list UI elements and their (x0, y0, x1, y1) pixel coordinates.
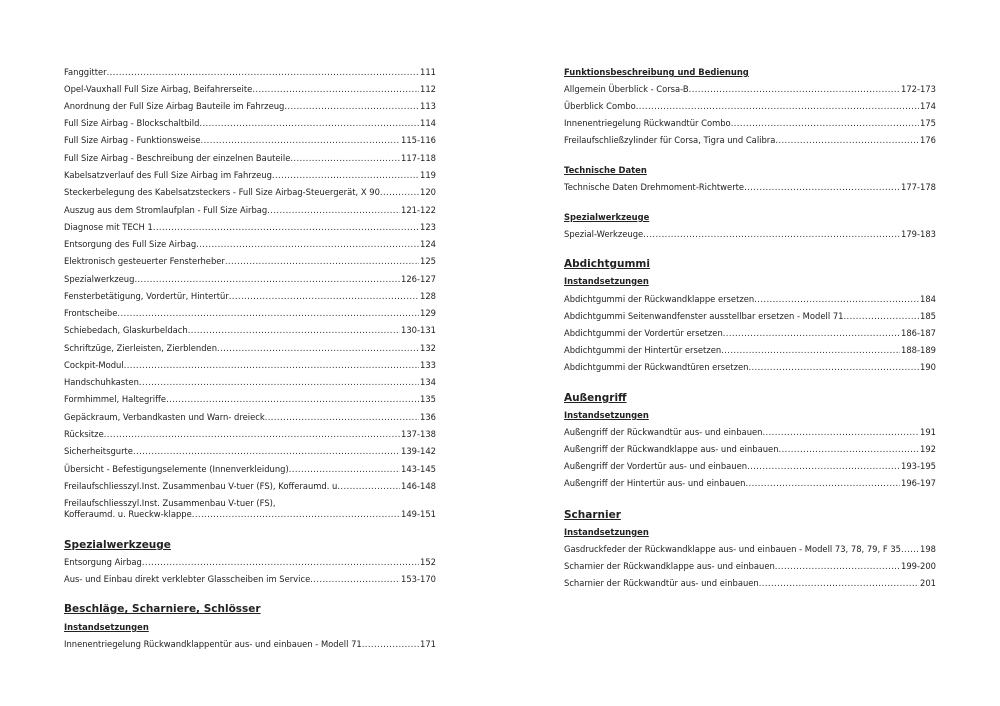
toc-entry-page: 198 (920, 544, 936, 554)
toc-entry[interactable] (64, 101, 436, 112)
toc-leader (290, 153, 400, 164)
toc-leader (721, 345, 900, 356)
toc-leader (201, 135, 400, 146)
toc-entry-title: Freilaufschließzylinder für Corsa, Tigra und Calibra (564, 135, 776, 145)
toc-entry[interactable] (564, 294, 936, 305)
toc-entry-title: Abdichtgummi der Hintertür ersetzen (564, 345, 722, 355)
toc-entry-page: 120 (420, 187, 436, 197)
section-heading-aussengriff: Außengriff (564, 392, 627, 404)
toc-entry-page: 115-116 (401, 135, 436, 145)
toc-entry-page: 126-127 (401, 274, 436, 284)
toc-entry-title: Steckerbelegung des Kabelsatzsteckers - Full Size Airbag-Steuergerät, X 90 (64, 187, 380, 197)
toc-entry-page: 137-138 (401, 429, 436, 439)
toc-entry-page: 143-145 (401, 464, 436, 474)
toc-entry[interactable] (64, 446, 436, 457)
toc-entry[interactable] (64, 394, 436, 405)
toc-entry[interactable] (564, 101, 936, 112)
toc-entry-page: 152 (420, 557, 436, 567)
toc-leader (188, 325, 400, 336)
toc-entry[interactable] (64, 205, 436, 216)
toc-leader (747, 461, 900, 472)
toc-entry-page: 121-122 (401, 205, 436, 215)
toc-entry-page: 129 (420, 308, 436, 318)
toc-entry-page: 199-200 (901, 561, 936, 571)
toc-leader (643, 229, 900, 240)
toc-entry-page: 196-197 (901, 478, 936, 488)
toc-entry-page: 193-195 (901, 461, 936, 471)
toc-entry-title: Schriftzüge, Zierleisten, Zierblenden (64, 343, 218, 353)
toc-entry[interactable] (564, 461, 936, 472)
toc-entry[interactable] (564, 328, 936, 339)
subheading-instandsetzungen: Instandsetzungen (64, 622, 149, 632)
toc-leader (762, 427, 919, 438)
toc-entry[interactable] (564, 182, 936, 193)
toc-entry-page: 136 (420, 412, 436, 422)
toc-entry-title: Technische Daten Drehmoment-Richtwerte (564, 182, 745, 192)
toc-entry[interactable] (64, 557, 436, 568)
toc-entry-page: 124 (420, 239, 436, 249)
toc-entry[interactable] (564, 345, 936, 356)
toc-entry-page: 191 (920, 427, 936, 437)
toc-entry-page: 117-118 (401, 153, 436, 163)
toc-leader (337, 481, 400, 492)
toc-leader (380, 187, 419, 198)
toc-entry-page: 123 (420, 222, 436, 232)
toc-entry-page: 177-178 (901, 182, 936, 192)
toc-entry[interactable] (564, 311, 936, 322)
toc-leader (775, 561, 900, 572)
toc-leader (267, 205, 400, 216)
toc-entry-title: Spezialwerkzeug (64, 274, 135, 284)
toc-entry[interactable] (564, 444, 936, 455)
toc-leader (153, 222, 419, 233)
toc-leader (199, 118, 419, 129)
toc-entry-title: Aus- und Einbau direkt verklebter Glasscheiben im Service (64, 574, 311, 584)
toc-entry[interactable] (564, 478, 936, 489)
toc-entry-page: 192 (920, 444, 936, 454)
toc-entry-title: Scharnier der Rückwandklappe aus- und einbauen (564, 561, 775, 571)
toc-entry-title: Full Size Airbag - Blockschaltbild (64, 118, 200, 128)
toc-entry-title: Scharnier der Rückwandtür aus- und einbauen (564, 578, 759, 588)
toc-entry-title: Rücksitze (64, 429, 104, 439)
section-heading-funktionsbeschreibung: Funktionsbeschreibung und Bedienung (564, 67, 749, 77)
toc-leader (901, 544, 919, 555)
toc-entry-title: Innenentriegelung Rückwandklappentür aus- und einbauen - Modell 71 (64, 639, 362, 649)
toc-entry-page: 112 (420, 84, 436, 94)
toc-entry[interactable] (64, 239, 436, 250)
toc-entry-title: Kabelsatzverlauf des Full Size Airbag im Fahrzeug (64, 170, 272, 180)
toc-entry-title: Gepäckraum, Verbandkasten und Warn- dreieck (64, 412, 265, 422)
toc-entry-title-line1: Freilaufschliesszyl.Inst. Zusammenbau V-tuer (FS), (64, 498, 276, 508)
toc-leader (748, 362, 919, 373)
toc-entry-page: 125 (420, 256, 436, 266)
toc-leader (779, 444, 919, 455)
toc-entry-title: Allgemein Überblick - Corsa-B (564, 84, 689, 94)
subheading-instandsetzungen: Instandsetzungen (564, 276, 649, 286)
section-heading-technische-daten: Technische Daten (564, 165, 647, 175)
toc-leader (754, 294, 919, 305)
toc-entry-title: Überblick Combo (564, 101, 636, 111)
toc-leader (134, 274, 400, 285)
toc-entry[interactable] (64, 377, 436, 388)
toc-entry[interactable] (564, 544, 936, 555)
toc-entry-page: 179-183 (901, 229, 936, 239)
toc-leader (362, 639, 419, 650)
toc-entry-title: Gasdruckfeder der Rückwandklappe aus- und einbauen - Modell 73, 78, 79, F 35 (564, 544, 901, 554)
toc-leader (225, 256, 419, 267)
toc-entry-title: Formhimmel, Haltegriffe (64, 394, 167, 404)
toc-leader (843, 311, 919, 322)
toc-entry-title: Schiebedach, Glaskurbeldach (64, 325, 188, 335)
toc-entry-title: Fensterbetätigung, Vordertür, Hintertür (64, 291, 229, 301)
toc-entry-page: 190 (920, 362, 936, 372)
toc-entry-title: Außengriff der Vordertür aus- und einbauen (564, 461, 748, 471)
toc-entry-page: 149-151 (401, 509, 436, 519)
toc-leader (775, 135, 919, 146)
toc-entry-page: 175 (920, 118, 936, 128)
toc-entry-title: Innenentriegelung Rückwandtür Combo (564, 118, 731, 128)
toc-entry[interactable] (64, 84, 436, 95)
toc-entry[interactable] (564, 135, 936, 146)
toc-entry-title: Entsorgung des Full Size Airbag (64, 239, 197, 249)
toc-entry-page: 153-170 (401, 574, 436, 584)
toc-leader (229, 291, 419, 302)
toc-entry-page: 185 (920, 311, 936, 321)
toc-entry-title: Anordnung der Full Size Airbag Bauteile im Fahrzeug (64, 101, 285, 111)
toc-leader (133, 446, 400, 457)
toc-entry-title: Außengriff der Hintertür aus- und einbauen (564, 478, 746, 488)
toc-entry[interactable] (64, 153, 436, 164)
toc-leader (139, 377, 419, 388)
toc-entry[interactable] (64, 639, 436, 650)
toc-leader (744, 182, 900, 193)
toc-entry[interactable] (64, 187, 436, 198)
toc-entry[interactable] (564, 561, 936, 572)
toc-leader (723, 328, 900, 339)
toc-entry[interactable] (64, 498, 436, 520)
toc-entry-page: 134 (420, 377, 436, 387)
toc-entry-page: 201 (920, 578, 936, 588)
toc-entry-title: Frontscheibe (64, 308, 118, 318)
toc-entry[interactable] (564, 362, 936, 373)
section-heading-abdichtgummi: Abdichtgummi (564, 258, 650, 270)
subheading-instandsetzungen: Instandsetzungen (564, 410, 649, 420)
toc-leader (192, 509, 401, 520)
toc-entry[interactable] (64, 481, 436, 492)
toc-entry-page: 184 (920, 294, 936, 304)
toc-entry[interactable] (64, 574, 436, 585)
subheading-instandsetzungen: Instandsetzungen (564, 527, 649, 537)
toc-leader (636, 101, 919, 112)
toc-entry-title: Diagnose mit TECH 1 (64, 222, 153, 232)
toc-entry-page: 135 (420, 394, 436, 404)
toc-leader (310, 574, 400, 585)
toc-entry[interactable] (64, 170, 436, 181)
toc-entry-title: Spezial-Werkzeuge (564, 229, 644, 239)
toc-entry-page: 146-148 (401, 481, 436, 491)
toc-entry[interactable] (564, 84, 936, 95)
toc-leader (284, 101, 419, 112)
toc-entry-title: Cockpit-Modul (64, 360, 124, 370)
toc-entry-title: Fanggitter (64, 67, 107, 77)
toc-entry[interactable] (64, 291, 436, 302)
toc-entry-page: 119 (420, 170, 436, 180)
toc-entry-page: 111 (420, 67, 436, 77)
toc-entry-title: Abdichtgummi der Rückwandtüren ersetzen (564, 362, 749, 372)
toc-entry-title-line2: Kofferaumd. u. Rueckw-klappe (64, 509, 192, 519)
toc-entry[interactable] (64, 412, 436, 423)
toc-leader (124, 360, 419, 371)
toc-entry-title: Sicherheitsgurte (64, 446, 133, 456)
toc-leader (265, 412, 419, 423)
toc-entry[interactable] (564, 229, 936, 240)
toc-entry[interactable] (64, 256, 436, 267)
toc-entry[interactable] (564, 578, 936, 589)
toc-entry[interactable] (64, 360, 436, 371)
toc-entry[interactable] (64, 135, 436, 146)
toc-entry-page: 114 (420, 118, 436, 128)
toc-entry-page: 132 (420, 343, 436, 353)
toc-entry-page: 172-173 (901, 84, 936, 94)
toc-leader (104, 429, 400, 440)
toc-entry-page: 139-142 (401, 446, 436, 456)
section-heading-spezialwerkzeuge: Spezialwerkzeuge (64, 539, 171, 551)
toc-entry-title: Übersicht - Befestigungselemente (Innenverkleidung) (64, 464, 289, 474)
toc-entry-title: Entsorgung Airbag (64, 557, 142, 567)
toc-entry-title: Elektronisch gesteuerter Fensterheber (64, 256, 225, 266)
toc-leader (759, 578, 919, 589)
toc-entry[interactable] (564, 118, 936, 129)
toc-entry-page: 188-189 (901, 345, 936, 355)
toc-entry[interactable] (64, 325, 436, 336)
toc-entry[interactable] (64, 343, 436, 354)
toc-entry-title: Handschuhkasten (64, 377, 139, 387)
toc-entry[interactable] (64, 274, 436, 285)
toc-leader (142, 557, 419, 568)
toc-leader (289, 464, 400, 475)
toc-entry-title: Außengriff der Rückwandklappe aus- und einbauen (564, 444, 779, 454)
toc-entry-page: 174 (920, 101, 936, 111)
toc-leader (217, 343, 419, 354)
toc-entry-title: Full Size Airbag - Beschreibung der einzelnen Bauteile (64, 153, 291, 163)
section-heading-spezialwerkzeuge: Spezialwerkzeuge (564, 212, 650, 222)
toc-leader (166, 394, 419, 405)
toc-entry-title: Abdichtgummi Seitenwandfenster ausstellbar ersetzen - Modell 71 (564, 311, 844, 321)
toc-entry-title: Abdichtgummi der Vordertür ersetzen (564, 328, 723, 338)
toc-entry-page: 171 (420, 639, 436, 649)
toc-leader (272, 170, 419, 181)
toc-leader (745, 478, 900, 489)
toc-leader (107, 67, 419, 78)
toc-entry[interactable] (64, 429, 436, 440)
toc-entry[interactable] (64, 67, 436, 78)
toc-entry-page: 113 (420, 101, 436, 111)
toc-leader (689, 84, 900, 95)
toc-entry-title: Freilaufschliesszyl.Inst. Zusammenbau V-tuer (FS), Kofferaumd. u (64, 481, 338, 491)
toc-leader (117, 308, 419, 319)
toc-entry[interactable] (64, 464, 436, 475)
toc-entry-title: Außengriff der Rückwandtür aus- und einbauen (564, 427, 763, 437)
section-heading-scharnier: Scharnier (564, 509, 621, 521)
toc-entry[interactable] (64, 308, 436, 319)
toc-entry-page: 133 (420, 360, 436, 370)
toc-leader (731, 118, 919, 129)
toc-entry-title: Opel-Vauxhall Full Size Airbag, Beifahrerseite (64, 84, 253, 94)
toc-entry-page: 130-131 (401, 325, 436, 335)
section-heading-beschlaege: Beschläge, Scharniere, Schlösser (64, 603, 261, 615)
toc-entry[interactable] (564, 427, 936, 438)
toc-entry-title: Full Size Airbag - Funktionsweise (64, 135, 201, 145)
toc-entry[interactable] (64, 222, 436, 233)
toc-entry-title: Abdichtgummi der Rückwandklappe ersetzen (564, 294, 755, 304)
toc-entry-title: Auszug aus dem Stromlaufplan - Full Size Airbag (64, 205, 268, 215)
toc-leader (252, 84, 419, 95)
toc-entry[interactable] (64, 118, 436, 129)
toc-entry-page: 128 (420, 291, 436, 301)
toc-leader (196, 239, 419, 250)
toc-entry-page: 176 (920, 135, 936, 145)
toc-entry-page: 186-187 (901, 328, 936, 338)
